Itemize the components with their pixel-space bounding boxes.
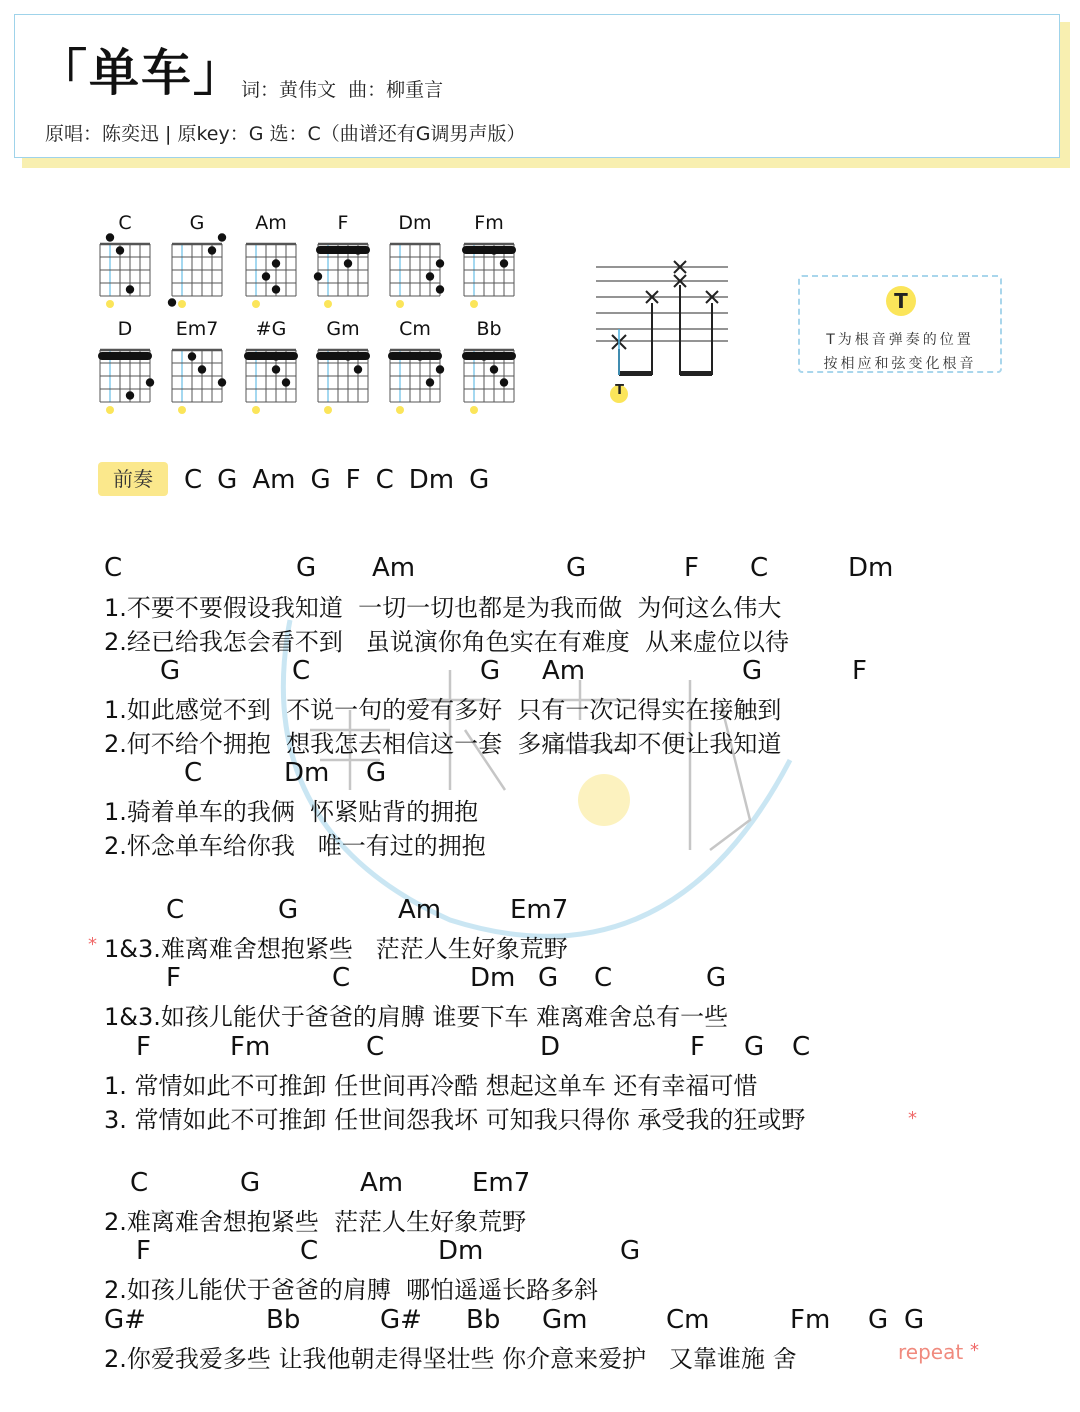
- chord-symbol: C: [300, 1236, 319, 1266]
- finger-dot: [188, 352, 196, 360]
- lyric-line: 1.骑着单车的我俩 怀紧贴背的拥抱: [104, 798, 479, 826]
- repeat-star: *: [88, 934, 97, 955]
- barre-mark: [98, 352, 152, 360]
- barre-mark: [316, 352, 370, 360]
- chord-symbol: Dm: [438, 1236, 484, 1266]
- chord-line: [104, 963, 1004, 997]
- song-title: 「单车」: [37, 44, 245, 102]
- chord-symbol: C: [594, 963, 613, 993]
- finger-dot: [208, 246, 216, 254]
- chord-name: C: [118, 212, 132, 234]
- barre-mark: [388, 352, 442, 360]
- barre-mark: [462, 246, 516, 254]
- fretboard: [240, 340, 302, 430]
- finger-dot: [436, 259, 444, 267]
- chord-diagram: [458, 318, 520, 428]
- fretboard: [166, 340, 228, 430]
- prelude-chord: G: [469, 465, 490, 495]
- finger-dot: [354, 246, 362, 254]
- root-note-box: [798, 275, 1002, 373]
- prelude-chord: G: [217, 465, 238, 495]
- lyric-line: 2.你爱我爱多些 让我他朝走得坚壮些 你介意来爱护 又靠谁施 舍: [104, 1345, 797, 1373]
- repeat-star: *: [970, 1340, 979, 1361]
- chord-symbol: Am: [360, 1168, 404, 1198]
- root-label: T: [615, 383, 624, 398]
- barre-mark: [244, 352, 298, 360]
- finger-dot: [218, 233, 226, 241]
- chord-diagram: [384, 318, 446, 428]
- fretboard: [312, 340, 374, 430]
- chord-symbol: G: [706, 963, 727, 993]
- barre-mark: [462, 352, 516, 360]
- chord-symbol: C: [166, 895, 185, 925]
- chord-name: Dm: [398, 212, 432, 234]
- root-marker: [178, 406, 186, 414]
- chord-line: [104, 1032, 1004, 1066]
- prelude-chord: C: [184, 465, 203, 495]
- chord-name: Bb: [476, 318, 502, 340]
- chord-line: [104, 1236, 1004, 1270]
- chord-diagram: [240, 318, 302, 428]
- chord-symbol: Em7: [510, 895, 569, 925]
- chord-symbol: C: [184, 758, 203, 788]
- chord-diagram: [312, 212, 374, 322]
- chord-symbol: G: [538, 963, 559, 993]
- lyric-line: 1.如此感觉不到 不说一句的爱有多好 只有一次记得实在接触到: [104, 696, 782, 724]
- chord-symbol: Dm: [848, 553, 894, 583]
- chord-name: Cm: [399, 318, 431, 340]
- lyric-line: 3. 常情如此不可推卸 任世间怨我坏 可知我只得你 承受我的狂或野: [104, 1106, 806, 1134]
- finger-dot: [282, 378, 290, 386]
- finger-dot: [272, 365, 280, 373]
- chord-symbol: C: [104, 553, 123, 583]
- finger-dot: [344, 352, 352, 360]
- chord-symbol: Am: [372, 553, 416, 583]
- chord-symbol: G#: [380, 1305, 422, 1335]
- prelude-chords: [184, 462, 504, 498]
- fretboard: [458, 340, 520, 430]
- chord-symbol: Am: [398, 895, 442, 925]
- fretboard: [312, 234, 374, 324]
- root-marker: [324, 300, 332, 308]
- chord-symbol: G: [296, 553, 317, 583]
- chord-symbol: F: [852, 656, 867, 686]
- fretboard: [94, 234, 156, 324]
- credits: [241, 75, 449, 102]
- root-marker: [324, 406, 332, 414]
- chord-symbol: D: [540, 1032, 561, 1062]
- finger-dot: [272, 259, 280, 267]
- finger-dot: [168, 298, 176, 306]
- finger-dot: [218, 378, 226, 386]
- chord-line: [104, 1168, 1004, 1202]
- chord-line: [104, 895, 1004, 929]
- chord-name: F: [337, 212, 349, 234]
- finger-dot: [426, 272, 434, 280]
- root-marker: [178, 300, 186, 308]
- chord-symbol: C: [792, 1032, 811, 1062]
- finger-dot: [426, 378, 434, 386]
- chord-symbol: Dm: [470, 963, 516, 993]
- lyric-line: 2.难离难舍想抱紧些 茫茫人生好象荒野: [104, 1208, 527, 1236]
- note-line-1: T为根音弹奏的位置: [826, 332, 974, 348]
- lyric-line: 1&3.难离难舍想抱紧些 茫茫人生好象荒野: [104, 935, 568, 963]
- chord-symbol: G: [160, 656, 181, 686]
- finger-dot: [146, 378, 154, 386]
- finger-dot: [436, 285, 444, 293]
- chord-symbol: G: [480, 656, 501, 686]
- chord-diagram: [240, 212, 302, 322]
- chord-symbol: F: [166, 963, 181, 993]
- chord-symbol: C: [292, 656, 311, 686]
- chord-symbol: F: [136, 1236, 151, 1266]
- finger-dot: [126, 391, 134, 399]
- chord-diagram: [312, 318, 374, 428]
- chord-symbol: F: [136, 1032, 151, 1062]
- root-marker: [470, 406, 478, 414]
- lyricist: 词：黄伟文: [241, 79, 337, 101]
- finger-dot: [106, 233, 114, 241]
- chord-symbol: Bb: [466, 1305, 501, 1335]
- prelude-chord: G: [310, 465, 331, 495]
- fretboard: [240, 234, 302, 324]
- chord-symbol: G: [240, 1168, 261, 1198]
- chord-symbol: F: [690, 1032, 705, 1062]
- root-marker: [252, 406, 260, 414]
- fretboard: [384, 340, 446, 430]
- chord-symbol: C: [130, 1168, 149, 1198]
- chord-diagram: [458, 212, 520, 322]
- chord-symbol: C: [750, 553, 769, 583]
- chord-symbol: G: [366, 758, 387, 788]
- chord-name: #G: [255, 318, 287, 340]
- fretboard: [458, 234, 520, 324]
- chord-symbol: Fm: [230, 1032, 271, 1062]
- finger-dot: [116, 246, 124, 254]
- root-marker: [252, 300, 260, 308]
- chord-line: [104, 656, 1004, 690]
- chord-symbol: C: [366, 1032, 385, 1062]
- lyric-line: 1.不要不要假设我知道 一切一切也都是为我而做 为何这么伟大: [104, 594, 782, 622]
- finger-dot: [344, 259, 352, 267]
- lyric-line: 1. 常情如此不可推卸 任世间再冷酷 想起这单车 还有幸福可惜: [104, 1072, 758, 1100]
- chord-line: [104, 758, 1004, 792]
- lyric-line: 2.怀念单车给你我 唯一有过的拥抱: [104, 832, 486, 860]
- finger-dot: [126, 285, 134, 293]
- chord-symbol: C: [332, 963, 351, 993]
- finger-dot: [354, 365, 362, 373]
- chord-symbol: G: [620, 1236, 641, 1266]
- note-line-2: 按相应和弦变化根音: [823, 356, 977, 372]
- finger-dot: [500, 378, 508, 386]
- finger-dot: [272, 352, 280, 360]
- chord-symbol: Cm: [666, 1305, 710, 1335]
- song-info: 原唱：陈奕迅 | 原key：G 选：C（曲谱还有G调男声版）: [45, 123, 526, 145]
- chord-name: Am: [255, 212, 287, 234]
- chord-name: Fm: [474, 212, 504, 234]
- prelude-chord: Am: [252, 465, 296, 495]
- finger-dot: [198, 365, 206, 373]
- prelude-label: 前奏: [98, 462, 168, 496]
- chord-symbol: Bb: [266, 1305, 301, 1335]
- chord-line: [104, 1305, 1004, 1339]
- lyric-line: 2.经已给我怎会看不到 虽说演你角色实在有难度 从来虚位以待: [104, 628, 790, 656]
- chord-symbol: F: [684, 553, 699, 583]
- composer: 曲：柳重言: [348, 79, 444, 101]
- chord-name: D: [117, 318, 133, 340]
- chord-diagram: [384, 212, 446, 322]
- chord-diagram: [94, 318, 156, 428]
- root-marker: [106, 300, 114, 308]
- chord-symbol: Am: [542, 656, 586, 686]
- prelude-chord: Dm: [408, 465, 455, 495]
- finger-dot: [490, 365, 498, 373]
- chord-name: G: [189, 212, 205, 234]
- prelude-chord: F: [345, 465, 361, 495]
- prelude-chord: C: [375, 465, 394, 495]
- chord-symbol: Gm: [542, 1305, 588, 1335]
- fretboard: [384, 234, 446, 324]
- chord-symbol: G#: [104, 1305, 146, 1335]
- fretboard: [166, 234, 228, 324]
- root-marker: [470, 300, 478, 308]
- finger-dot: [480, 352, 488, 360]
- chord-symbol: G: [744, 1032, 765, 1062]
- repeat-label: repeat: [898, 1340, 964, 1364]
- repeat-star: *: [908, 1108, 917, 1129]
- chord-symbol: G: [278, 895, 299, 925]
- strum-pattern: [594, 255, 734, 409]
- chord-symbol: G: [742, 656, 763, 686]
- lyric-line: 2.何不给个拥抱 想我怎去相信这一套 多痛惜我却不便让我知道: [104, 730, 782, 758]
- chord-symbol: Dm: [284, 758, 330, 788]
- chord-diagram: [94, 212, 156, 322]
- chord-symbol: Fm: [790, 1305, 831, 1335]
- header-card: [14, 14, 1060, 158]
- chord-symbol: G: [566, 553, 587, 583]
- t-badge: T: [886, 286, 916, 316]
- chord-diagram: [166, 318, 228, 428]
- chord-name: Gm: [326, 318, 360, 340]
- finger-dot: [314, 272, 322, 280]
- lyric-line: 1&3.如孩儿能伏于爸爸的肩膊 谁要下车 难离难舍总有一些: [104, 1003, 729, 1031]
- finger-dot: [262, 272, 270, 280]
- chord-symbol: G: [904, 1305, 925, 1335]
- fretboard: [94, 340, 156, 430]
- finger-dot: [500, 259, 508, 267]
- finger-dot: [490, 246, 498, 254]
- lyric-line: 2.如孩儿能伏于爸爸的肩膊 哪怕遥遥长路多斜: [104, 1276, 599, 1304]
- chord-symbol: G: [868, 1305, 889, 1335]
- finger-dot: [416, 352, 424, 360]
- root-marker: [396, 406, 404, 414]
- finger-dot: [272, 285, 280, 293]
- chord-line: [104, 553, 1004, 587]
- chord-symbol: Em7: [472, 1168, 531, 1198]
- root-marker: [106, 406, 114, 414]
- root-marker: [396, 300, 404, 308]
- chord-diagram: [166, 212, 228, 322]
- chord-name: Em7: [175, 318, 219, 340]
- finger-dot: [436, 365, 444, 373]
